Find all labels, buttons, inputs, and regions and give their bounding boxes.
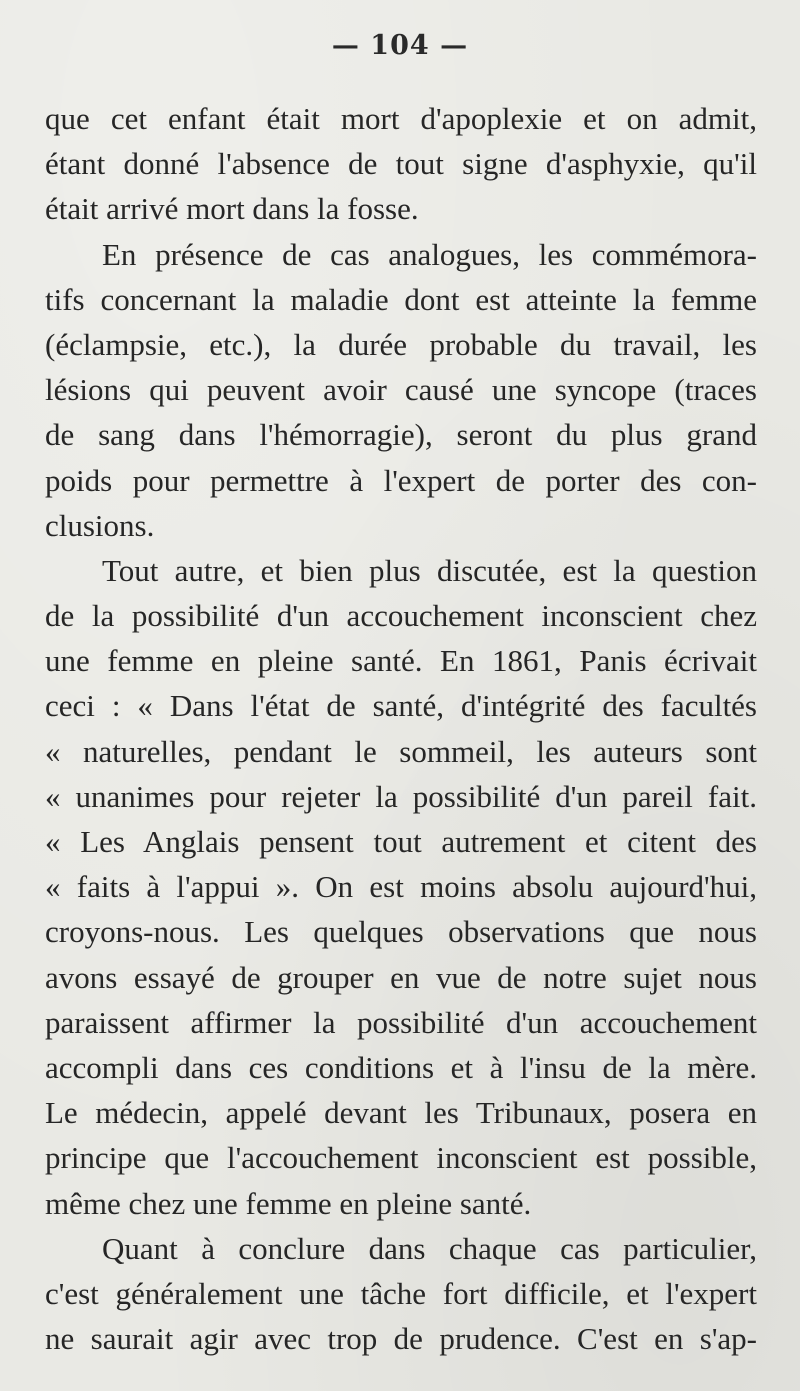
- text-line: Quant à conclure dans chaque cas particulier,: [102, 1230, 757, 1266]
- text-line: « unanimes pour rejeter la possibilité d'un pareil fait.: [45, 778, 757, 814]
- text-line: de la possibilité d'un accouchement inconscient chez: [45, 598, 757, 634]
- text-line: « naturelles, pendant le sommeil, les auteurs sont: [45, 733, 757, 769]
- text-line: était arrivé mort dans la fosse.: [45, 191, 419, 227]
- text-line: croyons-nous. Les quelques observations que nous: [45, 914, 757, 950]
- text-line: Le médecin, appelé devant les Tribunaux, posera en: [45, 1095, 757, 1131]
- text-line: ne saurait agir avec trop de prudence. C'est en s'ap-: [45, 1321, 757, 1357]
- text-line: que cet enfant était mort d'apoplexie et on admit,: [45, 101, 757, 136]
- text-line: poids pour permettre à l'expert de porter des con-: [45, 462, 757, 498]
- text-line: étant donné l'absence de tout signe d'asphyxie, qu'il: [45, 146, 757, 182]
- text-line: principe que l'accouchement inconscient est possible,: [45, 1140, 757, 1176]
- paragraph: [45, 232, 757, 548]
- paragraph: [45, 548, 757, 1226]
- text-line: (éclampsie, etc.), la durée probable du travail, les: [45, 326, 757, 362]
- text-line: clusions.: [45, 507, 155, 543]
- text-line: tifs concernant la maladie dont est atteinte la femme: [45, 281, 757, 317]
- text-line: En présence de cas analogues, les commémora-: [102, 236, 757, 272]
- text-line: ceci : « Dans l'état de santé, d'intégrité des facultés: [45, 688, 757, 724]
- text-line: avons essayé de grouper en vue de notre sujet nous: [45, 959, 757, 995]
- text-line: une femme en pleine santé. En 1861, Panis écrivait: [45, 643, 757, 679]
- text-line: c'est généralement une tâche fort difficile, et l'expert: [45, 1275, 757, 1311]
- page-number: — 104 —: [331, 30, 469, 61]
- text-line: accompli dans ces conditions et à l'insu de la mère.: [45, 1049, 757, 1085]
- body-text: [45, 96, 757, 1361]
- text-line: « Les Anglais pensent tout autrement et citent des: [45, 824, 757, 859]
- text-line: « faits à l'appui ». On est moins absolu aujourd'hui,: [45, 869, 757, 905]
- text-line: de sang dans l'hémorragie), seront du plus grand: [45, 417, 757, 453]
- paragraph: [45, 1226, 757, 1362]
- text-line: Tout autre, et bien plus discutée, est la question: [102, 552, 757, 588]
- text-line: même chez une femme en pleine santé.: [45, 1185, 532, 1221]
- text-line: paraissent affirmer la possibilité d'un accouchement: [45, 1004, 757, 1040]
- paragraph: [45, 96, 757, 232]
- text-line: lésions qui peuvent avoir causé une syncope (traces: [45, 372, 757, 408]
